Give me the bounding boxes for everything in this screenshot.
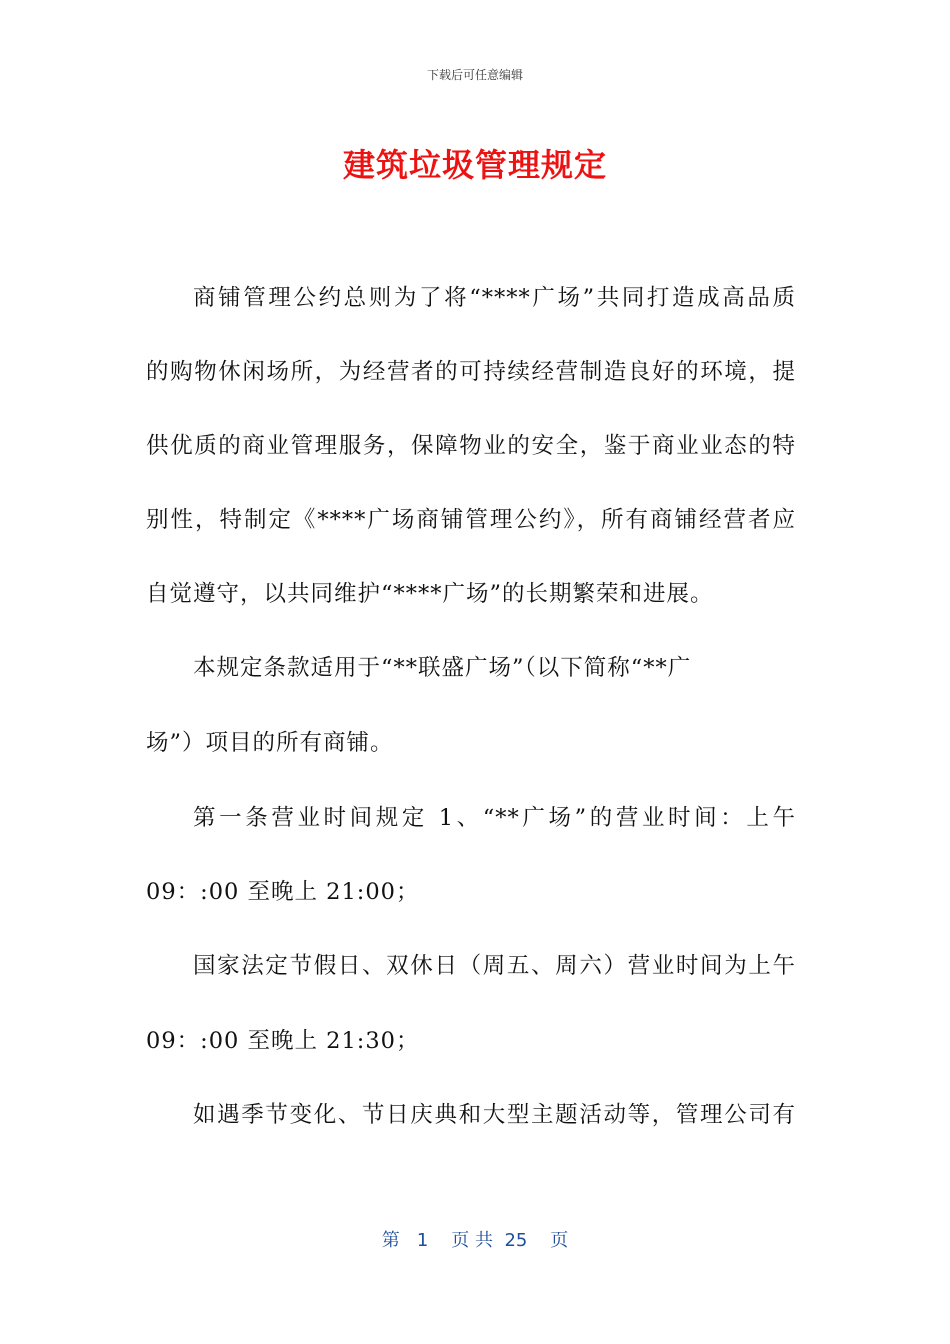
paragraph-line: 本规定条款适用于“**联盛广场”（以下简称“**广	[193, 655, 692, 681]
paragraph-line: 别性，特制定《****广场商铺管理公约》，所有商铺经营者应	[146, 507, 796, 533]
paragraph-line: 场”）项目的所有商铺。	[146, 730, 394, 756]
paragraph-line: 国家法定节假日、双休日（周五、周六）营业时间为上午	[193, 953, 796, 979]
header-note: 下载后可任意编辑	[426, 68, 523, 82]
page-footer	[0, 1226, 950, 1252]
paragraph-line: 09：:00 至晚上 21:00；	[146, 879, 420, 905]
paragraph-line: 商铺管理公约总则为了将“****广场”共同打造成高品质	[193, 285, 796, 311]
paragraph-line: 如遇季节变化、节日庆典和大型主题活动等，管理公司有	[193, 1102, 796, 1128]
paragraph-line: 第一条营业时间规定 1、“**广场”的营业时间：上午	[193, 805, 796, 831]
footer-prefix: 第	[381, 1230, 400, 1251]
paragraph-line: 供优质的商业管理服务，保障物业的安全，鉴于商业业态的特	[146, 433, 796, 459]
footer-total-pages: 25	[504, 1230, 528, 1251]
paragraph-line: 09：:00 至晚上 21:30；	[146, 1028, 420, 1054]
footer-page-number: 1	[416, 1230, 429, 1251]
paragraph-line: 的购物休闲场所，为经营者的可持续经营制造良好的环境，提	[146, 359, 796, 385]
document-title: 建筑垃圾管理规定	[342, 146, 607, 184]
footer-middle: 页 共	[451, 1230, 493, 1251]
paragraph-line: 自觉遵守，以共同维护“****广场”的长期繁荣和进展。	[146, 581, 714, 607]
footer-suffix: 页	[550, 1230, 569, 1251]
